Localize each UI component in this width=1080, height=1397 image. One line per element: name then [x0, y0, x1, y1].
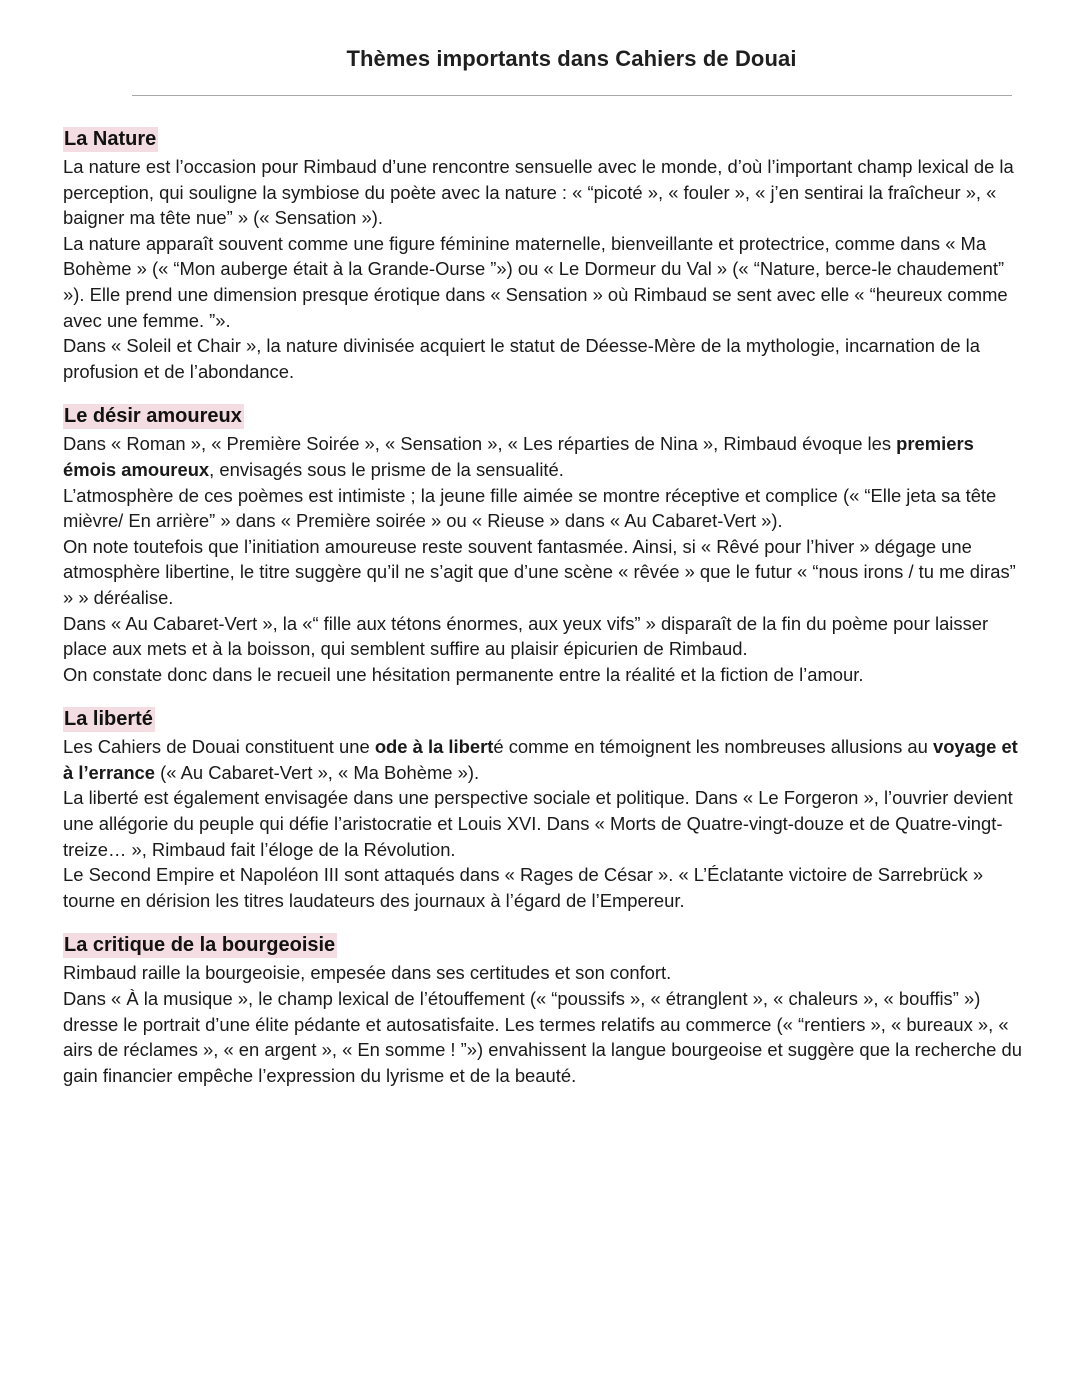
section-heading: Le désir amoureux [64, 405, 242, 428]
section-le-desir-amoureux [63, 403, 1023, 687]
section-heading: La liberté [64, 708, 153, 731]
paragraph: On note toutefois que l’initiation amoureuse reste souvent fantasmée. Ainsi, si « Rêvé pour l’hiver » dégage une atmosphère libertine, le titre suggère qu’il ne s’agit que d’une scène « rêvée » que le futur « “nous irons / tu me diras” » » déréalise. [63, 535, 1016, 608]
paragraph: Rimbaud raille la bourgeoisie, empesée dans ses certitudes et son confort. [63, 962, 672, 984]
bold-text: ode à la libert [374, 736, 494, 758]
paragraph: La nature est l’occasion pour Rimbaud d’une rencontre sensuelle avec le monde, d’où l’important champ lexical de la perception, qui souligne la symbiose du poète avec la nature : « “picoté », « fouler », « j’en sentirai la fraîcheur », « baigner ma tête nue” » (« Sensation »). [63, 156, 1014, 229]
paragraph [63, 734, 1023, 785]
document-body [63, 126, 1023, 1088]
section-la-nature [63, 126, 1023, 384]
paragraph: Dans « Soleil et Chair », la nature divinisée acquiert le statut de Déesse-Mère de la mythologie, incarnation de la profusion et de l’abondance. [63, 335, 980, 382]
section-la-liberte [63, 706, 1023, 913]
text-run: (« Au Cabaret-Vert », « Ma Bohème »). [155, 761, 480, 783]
bold-text: premiers émois amoureux [63, 433, 974, 480]
paragraph: L’atmosphère de ces poèmes est intimiste ; la jeune fille aimée se montre réceptive et complice (« “Elle jeta sa tête mièvre/ En arrière” » dans « Première soirée » ou « Rieuse » dans « Au Cabaret-Vert »). [63, 484, 997, 532]
paragraph: On constate donc dans le recueil une hésitation permanente entre la réalité et la fiction de l’amour. [63, 663, 864, 685]
paragraph: La liberté est également envisagée dans une perspective sociale et politique. Dans « Le Forgeron », l’ouvrier devient une allégorie du peuple qui défie l’aristocratie et Louis XVI. Dans « Morts de Quatre-vingt-douze et de Quatre-vingt-treize… », Rimbaud fait l’éloge de la Révolution. [63, 787, 1013, 860]
page-title: Thèmes importants dans Cahiers de Douai [346, 46, 797, 71]
paragraph: Dans « À la musique », le champ lexical de l’étouffement (« “poussifs », « étranglent », « chaleurs », « bouffis” ») dresse le portrait d’une élite pédante et autosatisfaite. Les termes relatifs au commerce (« “rentiers », « bureaux », « airs de réclames », « en argent », « En somme ! ”») envahissent la langue bourgeoise et suggère que la recherche du gain financier empêche l’expression du lyrisme et de la beauté. [63, 988, 1022, 1086]
section-heading: La Nature [64, 128, 157, 150]
text-run: Les Cahiers de Douai constituent une [63, 736, 375, 758]
paragraph [63, 431, 1023, 482]
paragraph: Dans « Au Cabaret-Vert », la «“ fille aux tétons énormes, aux yeux vifs” » disparaît de la fin du poème pour laisser place aux mets et à la boisson, qui semblent suffire au plaisir épicurien de Rimbaud. [63, 612, 989, 660]
text-run: Dans « Roman », « Première Soirée », « Sensation », « Les réparties de Nina », Rimbaud évoque les [63, 433, 897, 455]
text-run: é comme en témoignent les nombreuses allusions au [493, 736, 933, 758]
text-run: , envisagés sous le prisme de la sensualité. [209, 458, 564, 480]
section-la-critique-de-la-bourgeoisie [63, 932, 1023, 1088]
paragraph: La nature apparaît souvent comme une figure féminine maternelle, bienveillante et protectrice, comme dans « Ma Bohème » (« “Mon auberge était à la Grande-Ourse ”») ou « Le Dormeur du Val » (« “Nature, berce-le chaudement” »). Elle prend une dimension presque érotique dans « Sensation » où Rimbaud se sent avec elle « “heureux comme avec une femme. ”». [63, 232, 1008, 331]
bold-text: voyage et à l’errance [63, 736, 1018, 783]
section-heading: La critique de la bourgeoisie [64, 934, 336, 957]
title-divider [132, 95, 1012, 96]
paragraph: Le Second Empire et Napoléon III sont attaqués dans « Rages de César ». « L’Éclatante victoire de Sarrebrück » tourne en dérision les titres laudateurs des journaux à l’égard de l’Empereur. [63, 864, 984, 911]
